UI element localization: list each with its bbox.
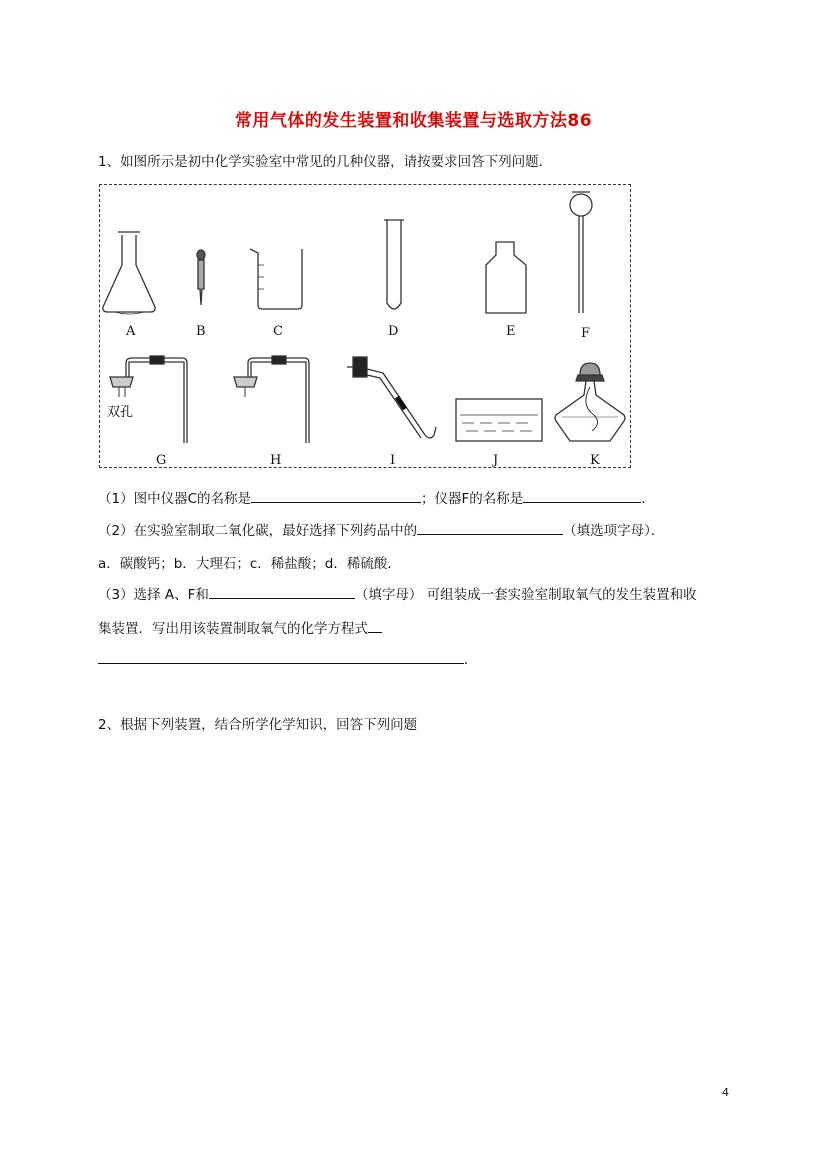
part-2-text-b: （填选项字母）． — [563, 523, 665, 539]
answer-blank-6[interactable] — [98, 649, 464, 664]
answer-blank-5[interactable] — [368, 618, 382, 633]
page-number: 4 — [722, 1086, 729, 1099]
alcohol-lamp-k — [555, 363, 625, 441]
dropper-b — [197, 250, 205, 305]
part-2-text-a: （2）在实验室制取二氧化碳，最好选择下列药品中的 — [98, 523, 418, 539]
question-1-part-2 — [98, 519, 664, 539]
stopper-tube-g — [110, 356, 187, 443]
stopper-tube-h — [234, 356, 309, 443]
label-j: J — [493, 453, 499, 468]
funnel-f — [570, 192, 592, 313]
label-k: K — [590, 453, 600, 468]
part-3-text-c: 集装置．写出用该装置制取氧气的化学方程式 — [98, 621, 368, 637]
part-3-end: ． — [464, 652, 478, 668]
part-1-text-a: （1）图中仪器C的名称是 — [98, 491, 252, 507]
apparatus-figure — [99, 184, 631, 468]
label-b: B — [196, 324, 206, 339]
reagent-bottle-e — [486, 242, 526, 313]
answer-blank-4[interactable] — [209, 584, 355, 599]
label-shuangkong: 双孔 — [107, 405, 134, 420]
label-h: H — [270, 453, 282, 468]
part-1-end: ． — [641, 491, 655, 507]
page-title: 常用气体的发生装置和收集装置与选取方法86 — [234, 111, 593, 131]
conical-flask-a — [103, 232, 155, 314]
question-1-intro: 1、如图所示是初中化学实验室中常见的几种仪器，请按要求回答下列问题． — [98, 154, 553, 170]
part-3-text-a: （3）选择 A、F和 — [98, 587, 209, 603]
answer-blank-2[interactable] — [523, 488, 641, 503]
label-c: C — [273, 324, 283, 339]
question-1-equation-line — [98, 648, 478, 668]
label-d: D — [388, 324, 399, 339]
answer-blank-3[interactable] — [417, 520, 563, 535]
question-1-part-3-cont — [98, 617, 382, 637]
apparatus-drawing — [100, 185, 630, 467]
water-trough-j — [456, 399, 542, 441]
question-1-part-3 — [98, 583, 697, 603]
label-f: F — [581, 326, 591, 341]
question-2-intro: 2、根据下列装置，结合所学化学知识，回答下列问题 — [98, 717, 418, 733]
question-1-part-1 — [98, 487, 655, 507]
beaker-c — [250, 249, 302, 309]
part-3-text-b: （填字母） 可组装成一套实验室制取氧气的发生装置和收 — [354, 587, 697, 603]
test-tube-d — [384, 220, 404, 309]
label-i: I — [390, 453, 396, 468]
label-e: E — [506, 324, 516, 339]
label-g: G — [156, 453, 167, 468]
question-1-options: a．碳酸钙；b．大理石；c．稀盐酸；d．稀硫酸． — [98, 556, 401, 572]
bent-tube-i — [347, 357, 436, 438]
part-1-text-b: ；仪器F的名称是 — [421, 491, 524, 507]
label-a: A — [126, 324, 136, 339]
answer-blank-1[interactable] — [251, 488, 421, 503]
